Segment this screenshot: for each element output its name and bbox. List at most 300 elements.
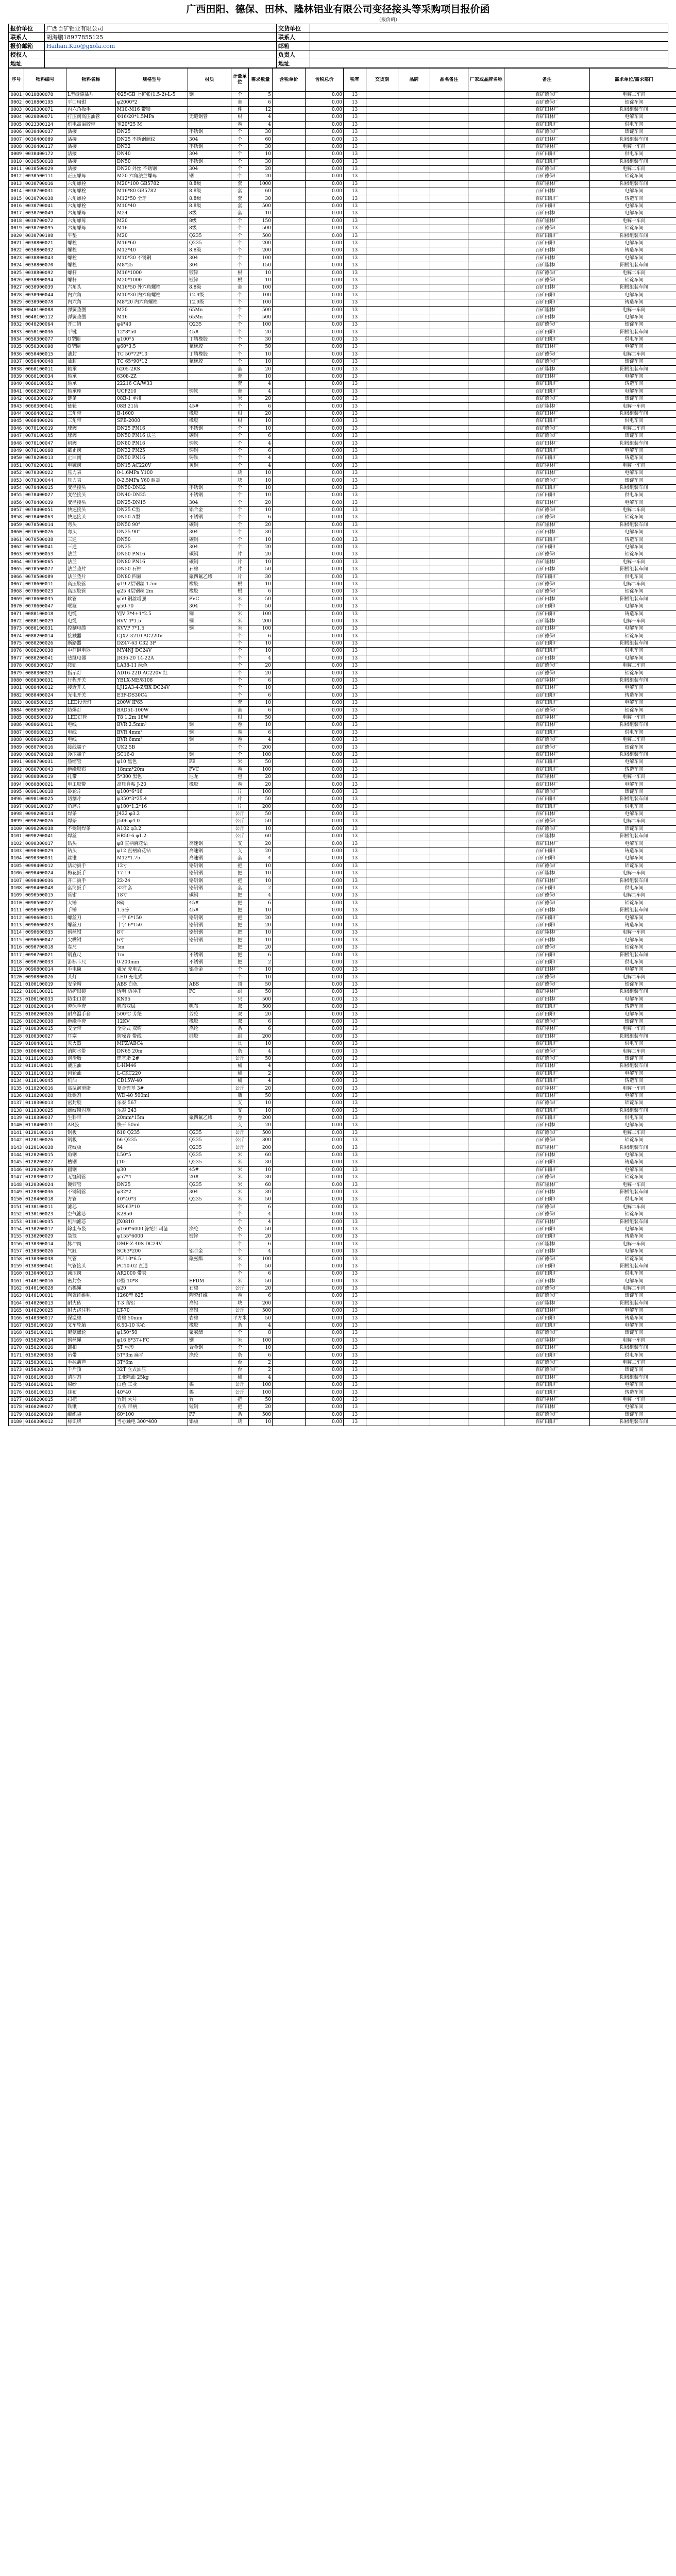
col-brand-note-cell[interactable] xyxy=(430,937,468,944)
col-unit-price-cell[interactable] xyxy=(273,121,306,128)
col-delivery-cell[interactable] xyxy=(366,180,398,188)
col-delivery-cell[interactable] xyxy=(366,603,398,610)
col-tax-rate-cell[interactable]: 13 xyxy=(344,573,366,581)
col-brand-note-cell[interactable] xyxy=(430,825,468,833)
col-brand-note-cell[interactable] xyxy=(430,247,468,255)
col-delivery-cell[interactable] xyxy=(366,1063,398,1070)
col-remark-cell[interactable]: 百矿德保厂 xyxy=(504,1256,590,1263)
col-unit-price-cell[interactable] xyxy=(273,833,306,840)
col-unit-price-cell[interactable] xyxy=(273,1055,306,1062)
col-delivery-cell[interactable] xyxy=(366,388,398,395)
col-brand-note-cell[interactable] xyxy=(430,729,468,736)
col-brand-note-cell[interactable] xyxy=(430,1174,468,1181)
col-unit-price-cell[interactable] xyxy=(273,1285,306,1292)
col-brand-cell[interactable] xyxy=(398,1144,430,1151)
col-manufacturer-cell[interactable] xyxy=(468,329,504,336)
col-brand-cell[interactable] xyxy=(398,907,430,914)
col-delivery-cell[interactable] xyxy=(366,1004,398,1011)
col-remark-cell[interactable]: 百矿田林厂 xyxy=(504,967,590,974)
col-brand-note-cell[interactable] xyxy=(430,974,468,981)
col-tax-rate-cell[interactable]: 13 xyxy=(344,1100,366,1107)
col-brand-note-cell[interactable] xyxy=(430,262,468,269)
col-unit-price-cell[interactable] xyxy=(273,202,306,210)
col-remark-cell[interactable]: 百矿田阳厂 xyxy=(504,729,590,736)
col-delivery-cell[interactable] xyxy=(366,143,398,150)
col-tax-rate-cell[interactable]: 13 xyxy=(344,396,366,403)
col-brand-note-cell[interactable] xyxy=(430,1114,468,1122)
col-tax-rate-cell[interactable]: 13 xyxy=(344,900,366,907)
col-brand-note-cell[interactable] xyxy=(430,447,468,454)
col-tax-rate-cell[interactable]: 13 xyxy=(344,321,366,329)
col-unit-price-cell[interactable] xyxy=(273,307,306,314)
col-tax-rate-cell[interactable]: 13 xyxy=(344,1070,366,1077)
col-delivery-cell[interactable] xyxy=(366,1085,398,1092)
col-brand-cell[interactable] xyxy=(398,1263,430,1270)
col-remark-cell[interactable]: 百矿隆林厂 xyxy=(504,773,590,781)
col-remark-cell[interactable]: 百矿田阳厂 xyxy=(504,202,590,210)
col-manufacturer-cell[interactable] xyxy=(468,989,504,996)
col-tax-rate-cell[interactable]: 13 xyxy=(344,418,366,425)
col-brand-cell[interactable] xyxy=(398,1211,430,1218)
col-brand-cell[interactable] xyxy=(398,173,430,180)
col-tax-rate-cell[interactable]: 13 xyxy=(344,1330,366,1337)
col-brand-note-cell[interactable] xyxy=(430,1189,468,1196)
col-unit-price-cell[interactable] xyxy=(273,1026,306,1033)
col-tax-rate-cell[interactable]: 13 xyxy=(344,855,366,862)
col-brand-cell[interactable] xyxy=(398,1381,430,1388)
col-remark-cell[interactable]: 百矿田阳厂 xyxy=(504,1166,590,1174)
col-brand-cell[interactable] xyxy=(398,1374,430,1381)
col-brand-note-cell[interactable] xyxy=(430,425,468,432)
col-brand-note-cell[interactable] xyxy=(430,1256,468,1263)
col-delivery-cell[interactable] xyxy=(366,566,398,573)
col-tax-rate-cell[interactable]: 13 xyxy=(344,974,366,981)
col-remark-cell[interactable]: 百矿田林厂 xyxy=(504,106,590,113)
col-unit-price-cell[interactable] xyxy=(273,840,306,848)
col-brand-note-cell[interactable] xyxy=(430,1411,468,1418)
col-unit-price-cell[interactable] xyxy=(273,781,306,788)
col-remark-cell[interactable]: 百矿德保厂 xyxy=(504,477,590,484)
col-delivery-cell[interactable] xyxy=(366,803,398,810)
col-brand-cell[interactable] xyxy=(398,292,430,299)
col-remark-cell[interactable]: 百矿德保厂 xyxy=(504,1100,590,1107)
col-manufacturer-cell[interactable] xyxy=(468,611,504,618)
col-unit-price-cell[interactable] xyxy=(273,788,306,795)
col-tax-rate-cell[interactable]: 13 xyxy=(344,1308,366,1315)
col-tax-rate-cell[interactable]: 13 xyxy=(344,432,366,439)
col-manufacturer-cell[interactable] xyxy=(468,907,504,914)
col-brand-note-cell[interactable] xyxy=(430,514,468,521)
col-manufacturer-cell[interactable] xyxy=(468,455,504,462)
col-remark-cell[interactable]: 百矿田阳厂 xyxy=(504,1270,590,1278)
col-remark-cell[interactable]: 百矿田林厂 xyxy=(504,1189,590,1196)
col-unit-price-cell[interactable] xyxy=(273,1166,306,1174)
col-brand-cell[interactable] xyxy=(398,848,430,855)
col-remark-cell[interactable]: 百矿德保厂 xyxy=(504,670,590,677)
col-unit-price-cell[interactable] xyxy=(273,618,306,625)
col-manufacturer-cell[interactable] xyxy=(468,588,504,596)
col-tax-rate-cell[interactable]: 13 xyxy=(344,1181,366,1189)
col-tax-rate-cell[interactable]: 13 xyxy=(344,1174,366,1181)
col-tax-rate-cell[interactable]: 13 xyxy=(344,1285,366,1292)
col-delivery-cell[interactable] xyxy=(366,195,398,202)
col-remark-cell[interactable]: 百矿田林厂 xyxy=(504,566,590,573)
col-unit-price-cell[interactable] xyxy=(273,1041,306,1048)
col-brand-note-cell[interactable] xyxy=(430,952,468,959)
col-unit-price-cell[interactable] xyxy=(273,1411,306,1418)
col-remark-cell[interactable]: 百矿德保厂 xyxy=(504,514,590,521)
col-brand-note-cell[interactable] xyxy=(430,521,468,529)
col-brand-note-cell[interactable] xyxy=(430,1396,468,1403)
col-tax-rate-cell[interactable]: 13 xyxy=(344,344,366,351)
col-remark-cell[interactable]: 百矿田林厂 xyxy=(504,529,590,536)
col-remark-cell[interactable]: 百矿隆林厂 xyxy=(504,403,590,410)
col-delivery-cell[interactable] xyxy=(366,1018,398,1025)
col-remark-cell[interactable]: 百矿德保厂 xyxy=(504,173,590,180)
col-unit-price-cell[interactable] xyxy=(273,529,306,536)
col-delivery-cell[interactable] xyxy=(366,1211,398,1218)
col-manufacturer-cell[interactable] xyxy=(468,536,504,544)
col-delivery-cell[interactable] xyxy=(366,611,398,618)
col-brand-note-cell[interactable] xyxy=(430,499,468,506)
col-unit-price-cell[interactable] xyxy=(273,514,306,521)
col-unit-price-cell[interactable] xyxy=(273,1241,306,1248)
col-brand-cell[interactable] xyxy=(398,1418,430,1426)
col-unit-price-cell[interactable] xyxy=(273,351,306,358)
col-delivery-cell[interactable] xyxy=(366,1345,398,1352)
col-tax-rate-cell[interactable]: 13 xyxy=(344,292,366,299)
col-brand-note-cell[interactable] xyxy=(430,751,468,758)
col-unit-price-cell[interactable] xyxy=(273,1033,306,1040)
col-unit-price-cell[interactable] xyxy=(273,1151,306,1159)
col-remark-cell[interactable]: 百矿田阳厂 xyxy=(504,299,590,306)
col-delivery-cell[interactable] xyxy=(366,640,398,647)
col-tax-rate-cell[interactable]: 13 xyxy=(344,262,366,269)
col-delivery-cell[interactable] xyxy=(366,655,398,662)
col-brand-note-cell[interactable] xyxy=(430,833,468,840)
col-delivery-cell[interactable] xyxy=(366,484,398,492)
col-remark-cell[interactable]: 百矿田林厂 xyxy=(504,1092,590,1099)
col-brand-cell[interactable] xyxy=(398,1300,430,1307)
col-manufacturer-cell[interactable] xyxy=(468,1189,504,1196)
col-delivery-cell[interactable] xyxy=(366,403,398,410)
col-delivery-cell[interactable] xyxy=(366,366,398,373)
col-brand-cell[interactable] xyxy=(398,1004,430,1011)
col-remark-cell[interactable]: 百矿田阳厂 xyxy=(504,1389,590,1396)
col-manufacturer-cell[interactable] xyxy=(468,529,504,536)
col-brand-note-cell[interactable] xyxy=(430,625,468,633)
col-tax-rate-cell[interactable]: 13 xyxy=(344,388,366,395)
col-unit-price-cell[interactable] xyxy=(273,336,306,343)
col-brand-note-cell[interactable] xyxy=(430,877,468,885)
col-unit-price-cell[interactable] xyxy=(273,440,306,447)
col-manufacturer-cell[interactable] xyxy=(468,1248,504,1255)
col-tax-rate-cell[interactable]: 13 xyxy=(344,870,366,877)
col-brand-cell[interactable] xyxy=(398,663,430,670)
col-manufacturer-cell[interactable] xyxy=(468,1004,504,1011)
col-unit-price-cell[interactable] xyxy=(273,633,306,640)
col-delivery-cell[interactable] xyxy=(366,1256,398,1263)
col-manufacturer-cell[interactable] xyxy=(468,1241,504,1248)
col-brand-cell[interactable] xyxy=(398,351,430,358)
col-manufacturer-cell[interactable] xyxy=(468,521,504,529)
col-brand-note-cell[interactable] xyxy=(430,1041,468,1048)
col-remark-cell[interactable]: 百矿田林厂 xyxy=(504,685,590,692)
col-delivery-cell[interactable] xyxy=(366,744,398,751)
col-manufacturer-cell[interactable] xyxy=(468,803,504,810)
col-brand-note-cell[interactable] xyxy=(430,677,468,684)
col-brand-cell[interactable] xyxy=(398,1018,430,1025)
col-remark-cell[interactable]: 百矿隆林厂 xyxy=(504,714,590,721)
col-tax-rate-cell[interactable]: 13 xyxy=(344,818,366,825)
col-tax-rate-cell[interactable]: 13 xyxy=(344,625,366,633)
col-brand-cell[interactable] xyxy=(398,1278,430,1285)
col-manufacturer-cell[interactable] xyxy=(468,1026,504,1033)
col-brand-note-cell[interactable] xyxy=(430,99,468,106)
col-brand-cell[interactable] xyxy=(398,1322,430,1329)
col-manufacturer-cell[interactable] xyxy=(468,544,504,551)
col-manufacturer-cell[interactable] xyxy=(468,1129,504,1137)
col-remark-cell[interactable]: 百矿田阳厂 xyxy=(504,536,590,544)
col-manufacturer-cell[interactable] xyxy=(468,410,504,417)
col-brand-cell[interactable] xyxy=(398,314,430,321)
col-brand-cell[interactable] xyxy=(398,418,430,425)
col-unit-price-cell[interactable] xyxy=(273,736,306,743)
col-brand-cell[interactable] xyxy=(398,736,430,743)
col-brand-note-cell[interactable] xyxy=(430,766,468,773)
col-manufacturer-cell[interactable] xyxy=(468,514,504,521)
col-delivery-cell[interactable] xyxy=(366,202,398,210)
col-brand-cell[interactable] xyxy=(398,655,430,662)
col-remark-cell[interactable]: 百矿隆林厂 xyxy=(504,1300,590,1307)
col-brand-note-cell[interactable] xyxy=(430,1418,468,1426)
col-remark-cell[interactable]: 百矿隆林厂 xyxy=(504,677,590,684)
col-brand-cell[interactable] xyxy=(398,247,430,255)
col-unit-price-cell[interactable] xyxy=(273,432,306,439)
col-manufacturer-cell[interactable] xyxy=(468,136,504,143)
col-brand-note-cell[interactable] xyxy=(430,292,468,299)
col-unit-price-cell[interactable] xyxy=(273,729,306,736)
col-delivery-cell[interactable] xyxy=(366,1278,398,1285)
col-brand-cell[interactable] xyxy=(398,759,430,766)
col-manufacturer-cell[interactable] xyxy=(468,825,504,833)
col-unit-price-cell[interactable] xyxy=(273,692,306,699)
col-remark-cell[interactable]: 百矿德保厂 xyxy=(504,974,590,981)
col-brand-note-cell[interactable] xyxy=(430,1270,468,1278)
col-brand-note-cell[interactable] xyxy=(430,217,468,225)
col-unit-price-cell[interactable] xyxy=(273,773,306,781)
col-manufacturer-cell[interactable] xyxy=(468,551,504,558)
col-remark-cell[interactable]: 百矿德保厂 xyxy=(504,1137,590,1144)
col-unit-price-cell[interactable] xyxy=(273,1144,306,1151)
col-tax-rate-cell[interactable]: 13 xyxy=(344,188,366,195)
col-brand-note-cell[interactable] xyxy=(430,418,468,425)
col-brand-note-cell[interactable] xyxy=(430,1263,468,1270)
col-brand-note-cell[interactable] xyxy=(430,744,468,751)
col-brand-note-cell[interactable] xyxy=(430,158,468,165)
col-remark-cell[interactable]: 百矿田阳厂 xyxy=(504,121,590,128)
col-brand-cell[interactable] xyxy=(398,744,430,751)
col-manufacturer-cell[interactable] xyxy=(468,284,504,292)
col-brand-cell[interactable] xyxy=(398,877,430,885)
col-tax-rate-cell[interactable]: 13 xyxy=(344,403,366,410)
col-delivery-cell[interactable] xyxy=(366,1174,398,1181)
col-manufacturer-cell[interactable] xyxy=(468,151,504,158)
col-manufacturer-cell[interactable] xyxy=(468,1114,504,1122)
col-remark-cell[interactable]: 百矿德保厂 xyxy=(504,1330,590,1337)
col-brand-note-cell[interactable] xyxy=(430,1352,468,1359)
col-brand-note-cell[interactable] xyxy=(430,700,468,707)
col-manufacturer-cell[interactable] xyxy=(468,1285,504,1292)
col-delivery-cell[interactable] xyxy=(366,351,398,358)
col-remark-cell[interactable]: 百矿田阳厂 xyxy=(504,603,590,610)
col-remark-cell[interactable]: 百矿田阳厂 xyxy=(504,240,590,247)
col-tax-rate-cell[interactable]: 13 xyxy=(344,492,366,499)
col-unit-price-cell[interactable] xyxy=(273,469,306,477)
col-brand-cell[interactable] xyxy=(398,959,430,966)
col-tax-rate-cell[interactable]: 13 xyxy=(344,106,366,113)
col-delivery-cell[interactable] xyxy=(366,232,398,240)
col-brand-cell[interactable] xyxy=(398,1270,430,1278)
col-brand-cell[interactable] xyxy=(398,788,430,795)
col-brand-note-cell[interactable] xyxy=(430,136,468,143)
col-delivery-cell[interactable] xyxy=(366,1129,398,1137)
col-brand-cell[interactable] xyxy=(398,92,430,99)
col-remark-cell[interactable]: 百矿田阳厂 xyxy=(504,544,590,551)
col-remark-cell[interactable]: 百矿德保厂 xyxy=(504,1411,590,1418)
col-brand-note-cell[interactable] xyxy=(430,1285,468,1292)
col-remark-cell[interactable]: 百矿隆林厂 xyxy=(504,558,590,566)
col-manufacturer-cell[interactable] xyxy=(468,558,504,566)
col-unit-price-cell[interactable] xyxy=(273,803,306,810)
col-remark-cell[interactable]: 百矿德保厂 xyxy=(504,92,590,99)
col-brand-note-cell[interactable] xyxy=(430,596,468,603)
col-delivery-cell[interactable] xyxy=(366,329,398,336)
col-tax-rate-cell[interactable]: 13 xyxy=(344,1048,366,1055)
col-remark-cell[interactable]: 百矿田林厂 xyxy=(504,1345,590,1352)
col-brand-note-cell[interactable] xyxy=(430,581,468,588)
col-brand-note-cell[interactable] xyxy=(430,388,468,395)
col-brand-cell[interactable] xyxy=(398,321,430,329)
col-brand-cell[interactable] xyxy=(398,544,430,551)
col-brand-cell[interactable] xyxy=(398,625,430,633)
col-remark-cell[interactable]: 百矿田林厂 xyxy=(504,1218,590,1226)
col-remark-cell[interactable]: 百矿田阳厂 xyxy=(504,1011,590,1018)
col-tax-rate-cell[interactable]: 13 xyxy=(344,121,366,128)
col-brand-note-cell[interactable] xyxy=(430,989,468,996)
col-remark-cell[interactable]: 百矿田林厂 xyxy=(504,810,590,818)
col-manufacturer-cell[interactable] xyxy=(468,1018,504,1025)
col-unit-price-cell[interactable] xyxy=(273,670,306,677)
col-delivery-cell[interactable] xyxy=(366,418,398,425)
col-brand-cell[interactable] xyxy=(398,277,430,284)
col-brand-cell[interactable] xyxy=(398,1218,430,1226)
col-tax-rate-cell[interactable]: 13 xyxy=(344,1404,366,1411)
col-manufacturer-cell[interactable] xyxy=(468,1256,504,1263)
col-brand-note-cell[interactable] xyxy=(430,432,468,439)
col-manufacturer-cell[interactable] xyxy=(468,1381,504,1388)
col-delivery-cell[interactable] xyxy=(366,1308,398,1315)
col-tax-rate-cell[interactable]: 13 xyxy=(344,1367,366,1374)
col-delivery-cell[interactable] xyxy=(366,1107,398,1114)
col-brand-note-cell[interactable] xyxy=(430,685,468,692)
col-remark-cell[interactable]: 百矿田阳厂 xyxy=(504,1196,590,1204)
col-brand-cell[interactable] xyxy=(398,284,430,292)
col-delivery-cell[interactable] xyxy=(366,506,398,514)
col-remark-cell[interactable]: 百矿田林厂 xyxy=(504,877,590,885)
col-tax-rate-cell[interactable]: 13 xyxy=(344,937,366,944)
col-remark-cell[interactable]: 百矿田林厂 xyxy=(504,1063,590,1070)
col-delivery-cell[interactable] xyxy=(366,1011,398,1018)
col-delivery-cell[interactable] xyxy=(366,1077,398,1084)
col-unit-price-cell[interactable] xyxy=(273,225,306,232)
col-remark-cell[interactable]: 百矿德保厂 xyxy=(504,1174,590,1181)
col-brand-note-cell[interactable] xyxy=(430,506,468,514)
col-tax-rate-cell[interactable]: 13 xyxy=(344,277,366,284)
col-remark-cell[interactable]: 百矿田阳厂 xyxy=(504,848,590,855)
col-brand-cell[interactable] xyxy=(398,588,430,596)
col-remark-cell[interactable]: 百矿田阳厂 xyxy=(504,1159,590,1166)
col-brand-note-cell[interactable] xyxy=(430,180,468,188)
col-manufacturer-cell[interactable] xyxy=(468,403,504,410)
col-remark-cell[interactable]: 百矿田阳厂 xyxy=(504,492,590,499)
col-brand-note-cell[interactable] xyxy=(430,566,468,573)
col-brand-note-cell[interactable] xyxy=(430,781,468,788)
col-unit-price-cell[interactable] xyxy=(273,1359,306,1366)
col-remark-cell[interactable]: 百矿德保厂 xyxy=(504,1204,590,1211)
col-brand-cell[interactable] xyxy=(398,892,430,900)
col-brand-cell[interactable] xyxy=(398,640,430,647)
col-tax-rate-cell[interactable]: 13 xyxy=(344,232,366,240)
col-unit-price-cell[interactable] xyxy=(273,136,306,143)
col-delivery-cell[interactable] xyxy=(366,870,398,877)
col-manufacturer-cell[interactable] xyxy=(468,736,504,743)
col-manufacturer-cell[interactable] xyxy=(468,195,504,202)
col-brand-note-cell[interactable] xyxy=(430,855,468,862)
col-brand-cell[interactable] xyxy=(398,862,430,870)
col-tax-rate-cell[interactable]: 13 xyxy=(344,1011,366,1018)
col-brand-cell[interactable] xyxy=(398,359,430,366)
col-manufacturer-cell[interactable] xyxy=(468,573,504,581)
col-remark-cell[interactable]: 百矿田阳厂 xyxy=(504,855,590,862)
col-unit-price-cell[interactable] xyxy=(273,1315,306,1322)
col-delivery-cell[interactable] xyxy=(366,722,398,729)
col-unit-price-cell[interactable] xyxy=(273,1248,306,1255)
col-tax-rate-cell[interactable]: 13 xyxy=(344,862,366,870)
col-delivery-cell[interactable] xyxy=(366,1033,398,1040)
col-brand-cell[interactable] xyxy=(398,158,430,165)
col-brand-note-cell[interactable] xyxy=(430,1166,468,1174)
col-brand-note-cell[interactable] xyxy=(430,492,468,499)
col-tax-rate-cell[interactable]: 13 xyxy=(344,729,366,736)
col-unit-price-cell[interactable] xyxy=(273,455,306,462)
col-unit-price-cell[interactable] xyxy=(273,937,306,944)
col-manufacturer-cell[interactable] xyxy=(468,440,504,447)
col-remark-cell[interactable]: 百矿田阳厂 xyxy=(504,611,590,618)
col-unit-price-cell[interactable] xyxy=(273,158,306,165)
col-tax-rate-cell[interactable]: 13 xyxy=(344,1026,366,1033)
col-brand-note-cell[interactable] xyxy=(430,1070,468,1077)
col-delivery-cell[interactable] xyxy=(366,210,398,217)
col-manufacturer-cell[interactable] xyxy=(468,1308,504,1315)
col-unit-price-cell[interactable] xyxy=(273,722,306,729)
col-manufacturer-cell[interactable] xyxy=(468,618,504,625)
col-manufacturer-cell[interactable] xyxy=(468,217,504,225)
col-brand-note-cell[interactable] xyxy=(430,1137,468,1144)
col-remark-cell[interactable]: 百矿德保厂 xyxy=(504,277,590,284)
col-brand-note-cell[interactable] xyxy=(430,173,468,180)
col-delivery-cell[interactable] xyxy=(366,670,398,677)
